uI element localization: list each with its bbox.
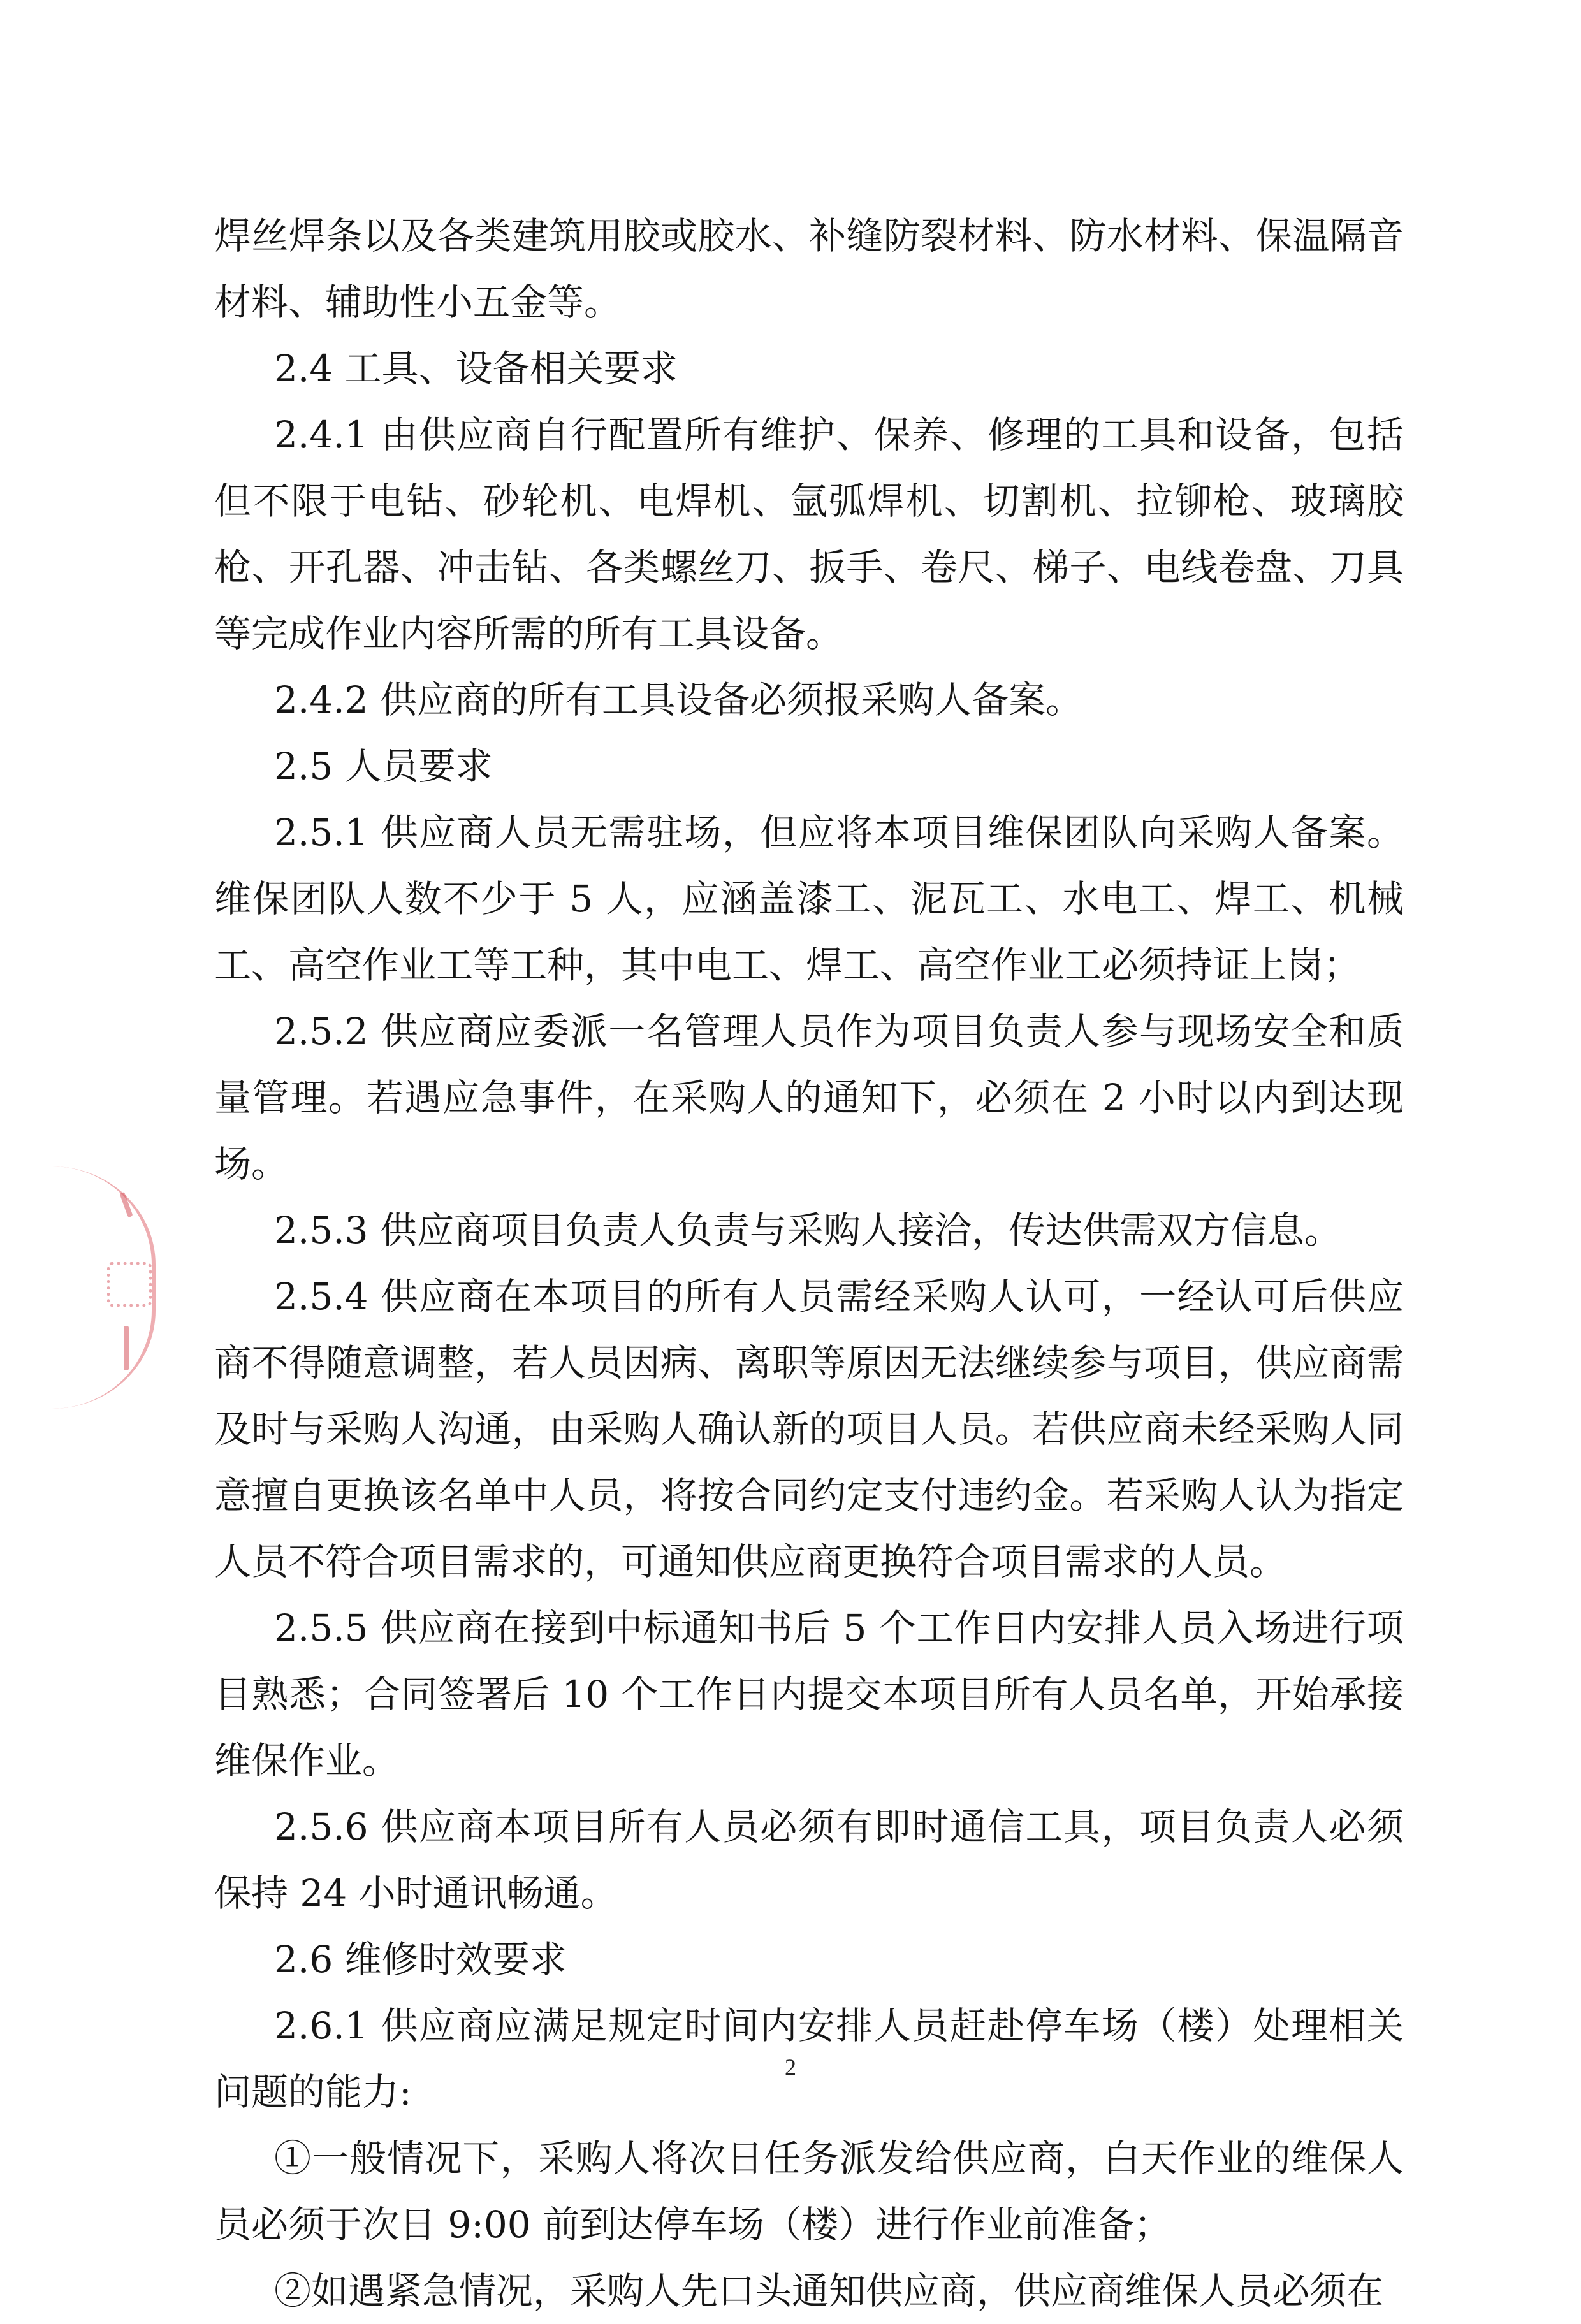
- seal-stroke: [119, 1192, 133, 1217]
- paragraph-2-4-1: 2.4.1 由供应商自行配置所有维护、保养、修理的工具和设备，包括但不限于电钻、砂轮机、电焊机、氩弧焊机、切割机、拉铆枪、玻璃胶枪、开孔器、冲击钻、各类螺丝刀、扳手、卷尺、梯子、电线卷盘、刀具等完成作业内容所需的所有工具设备。: [214, 413, 1404, 655]
- paragraph: 焊丝焊条以及各类建筑用胶或胶水、补缝防裂材料、防水材料、保温隔音材料、辅助性小五金等。: [214, 214, 1404, 324]
- document-body: [214, 203, 1404, 2324]
- paragraph-2-4-2: 2.4.2 供应商的所有工具设备必须报采购人备案。: [274, 678, 1083, 722]
- paragraph-2-5-5: 2.5.5 供应商在接到中标通知书后 5 个工作日内安排人员入场进行项目熟悉；合同签署后 10 个工作日内提交本项目所有人员名单，开始承接维保作业。: [214, 1606, 1404, 1782]
- paragraph-2-5-4: 2.5.4 供应商在本项目的所有人员需经采购人认可，一经认可后供应商不得随意调整，若人员因病、离职等原因无法继续参与项目，供应商需及时与采购人沟通，由采购人确认新的项目人员。若供应商未经采购人同意擅自更换该名单中人员，将按合同约定支付违约金。若采购人认为指定人员不符合项目需求的，可通知供应商更换符合项目需求的人员。: [214, 1275, 1404, 1583]
- section-heading-2-5: 2.5 人员要求: [274, 744, 493, 788]
- section-heading-2-4: 2.4 工具、设备相关要求: [274, 347, 678, 390]
- red-seal-stamp: [52, 1166, 156, 1409]
- list-item-1: ①一般情况下，采购人将次日任务派发给供应商，白天作业的维保人员必须于次日 9:00 前到达停车场（楼）进行作业前准备；: [214, 2137, 1404, 2246]
- paragraph-2-5-2: 2.5.2 供应商应委派一名管理人员作为项目负责人参与现场安全和质量管理。若遇应急事件，在采购人的通知下，必须在 2 小时以内到达现场。: [214, 1010, 1404, 1186]
- list-item-2: ②如遇紧急情况，采购人先口头通知供应商，供应商维保人员必须在: [274, 2269, 1384, 2313]
- paragraph-2-5-3: 2.5.3 供应商项目负责人负责与采购人接洽，传达供需双方信息。: [274, 1209, 1342, 1252]
- paragraph-2-5-6: 2.5.6 供应商本项目所有人员必须有即时通信工具，项目负责人必须保持 24 小时通讯畅通。: [214, 1805, 1404, 1915]
- seal-stroke: [124, 1326, 129, 1370]
- page-number: 2: [785, 2054, 796, 2080]
- paragraph-2-5-1: 2.5.1 供应商人员无需驻场，但应将本项目维保团队向采购人备案。维保团队人数不少于 5 人，应涵盖漆工、泥瓦工、水电工、焊工、机械工、高空作业工等工种，其中电工、焊工、高空作业工必须持证上岗；: [214, 811, 1404, 987]
- paragraph-2-6-1: 2.6.1 供应商应满足规定时间内安排人员赶赴停车场（楼）处理相关问题的能力:: [214, 2004, 1404, 2114]
- section-heading-2-6: 2.6 维修时效要求: [274, 1938, 567, 1981]
- seal-glyph-mark: [107, 1262, 152, 1307]
